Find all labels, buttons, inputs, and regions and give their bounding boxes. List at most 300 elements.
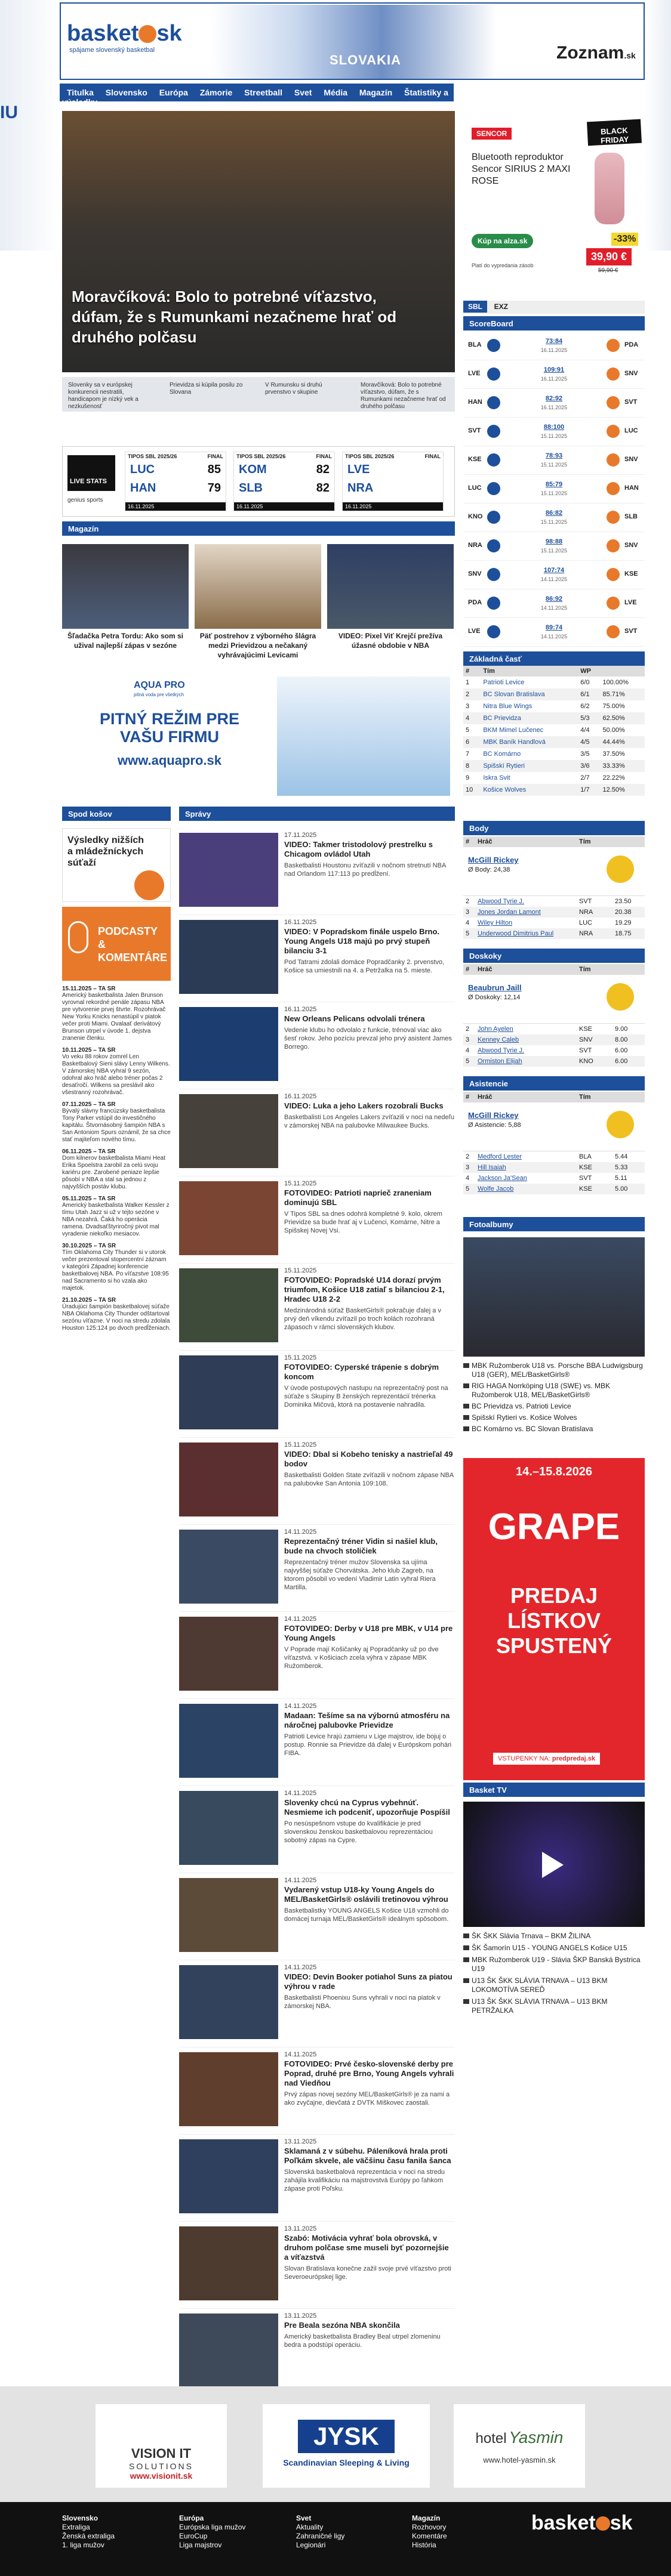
leaders-header-cell: # — [466, 1094, 470, 1101]
news-body — [284, 1703, 455, 1758]
fotoalbum-text: BC Prievidza vs. Patrioti Levice — [472, 1402, 571, 1410]
leader-cell: LUC — [579, 919, 593, 926]
standings-row[interactable] — [463, 724, 645, 736]
news-thumbnail[interactable] — [179, 1791, 278, 1865]
news-item[interactable] — [179, 2135, 455, 2222]
leader-cell: 19.29 — [615, 919, 632, 926]
team-logo-icon — [607, 396, 620, 409]
news-thumbnail[interactable] — [179, 2139, 278, 2213]
standings-cell: 7 — [466, 750, 470, 758]
team-logo-icon — [607, 539, 620, 552]
header-banner-image: SLOVAKIA — [210, 5, 497, 79]
news-item[interactable] — [179, 1612, 455, 1699]
news-item[interactable] — [179, 1089, 455, 1176]
scoreboard-row[interactable] — [463, 504, 645, 532]
site-tagline: spájame slovenský basketbal — [69, 47, 155, 54]
fotoalbum-item[interactable] — [463, 1425, 645, 1434]
hero-sub-1[interactable]: Slovenky sa v európskej konkurencii nestratili, handicapom je nízký vek a nezkušenosť — [68, 382, 138, 410]
leader-top[interactable] — [463, 847, 645, 896]
news-item[interactable] — [179, 1699, 455, 1786]
nav-item-zamorie[interactable]: Zámorie — [199, 88, 233, 97]
leader-cell[interactable]: Jackson Ja'Sean — [478, 1175, 527, 1182]
leader-cell: KSE — [579, 1185, 593, 1193]
left-background-decoration — [0, 0, 60, 251]
spod-kosov-date: 15.11.2025 – TA SR — [62, 986, 116, 992]
scoreboard-away: SNV — [624, 542, 638, 549]
standings-cell[interactable]: Košice Wolves — [483, 786, 527, 793]
sencor-ad[interactable]: SENCOR BLACK FRIDAY Bluetooth reproduktor Sencor SIRIUS 2 MAXI ROSE Kúp na alza.sk -33% 39,90 € 59,90 € Platí do vypredania zásob — [463, 113, 645, 292]
tab-sbl[interactable]: SBL — [463, 301, 487, 313]
fotoalbum-item[interactable] — [463, 1402, 645, 1411]
live-game[interactable] — [233, 452, 335, 511]
scoreboard-date: 14.11.2025 — [540, 634, 568, 640]
standings-row[interactable] — [463, 700, 645, 712]
news-item[interactable] — [179, 1960, 455, 2047]
news-excerpt: Basketbalisti Phoenixu Suns vyhrali v noci na piatok v zámorskej NBA. — [284, 1994, 441, 2010]
news-item[interactable] — [179, 1176, 455, 1264]
scoreboard-home: PDA — [468, 599, 482, 606]
news-item[interactable] — [179, 1264, 455, 1351]
spod-kosov-item[interactable] — [62, 1243, 171, 1292]
scoreboard-row[interactable] — [463, 418, 645, 446]
news-item[interactable] — [179, 2309, 455, 2396]
news-thumbnail[interactable] — [179, 1878, 278, 1952]
standings-cell[interactable]: BC Slovan Bratislava — [483, 691, 545, 698]
scoreboard-date: 14.11.2025 — [540, 605, 568, 611]
leader-cell: 8.00 — [615, 1036, 628, 1043]
leaders-header-cell: Tím — [579, 838, 591, 845]
scoreboard-score: 73:84 — [545, 338, 563, 345]
hero-sub-4[interactable]: Moravčíková: Bolo to potrebné víťazstvo, dúfam, že s Rumunkami nezačneme hrať od druhého polčasu — [361, 382, 446, 410]
leader-cell: 2 — [466, 1026, 470, 1033]
news-title[interactable]: VIDEO: Luka a jeho Lakers rozobrali Bucks — [284, 1101, 444, 1110]
leader-cell[interactable]: Abwood Tyrie J. — [478, 898, 525, 905]
standings-cell[interactable]: Nitra Blue Wings — [483, 703, 533, 710]
scoreboard-score: 86:82 — [545, 509, 563, 517]
partner-jysk[interactable]: JYSK Scandinavian Sleeping & Living — [263, 2404, 430, 2488]
news-title[interactable]: New Orleans Pelicans odvolali trénera — [284, 1014, 425, 1023]
spod-kosov-item[interactable] — [62, 1148, 171, 1191]
team-logo-icon — [487, 568, 500, 581]
promo-podcasty[interactable]: PODCASTY & KOMENTÁRE — [62, 907, 171, 981]
news-title[interactable]: FOTOVIDEO: Cyperské trápenie s dobrým koncom — [284, 1363, 439, 1381]
magazin-item-3[interactable]: VIDEO: Pixel Viť Krejčí prežíva úžasné obdobie v NBA — [338, 632, 443, 650]
camera-icon — [463, 1363, 469, 1368]
news-excerpt: Slovan Bratislava konečne zažil svoje prvé víťazstvo proti Severoeurópskej lige. — [284, 2265, 451, 2281]
basket-tv-item[interactable] — [463, 1932, 645, 1941]
partner-vision-it[interactable]: VISION IT SOLUTIONS www.visionit.sk — [96, 2404, 227, 2488]
aquapro-headline: PITNÝ REŽIM PRE VAŠU FIRMU — [99, 710, 240, 746]
news-title[interactable]: VIDEO: V Popradskom finále uspelo Brno. Young Angels U18 majú po prvý stupeň bilanciu 3-1 — [284, 927, 440, 955]
news-excerpt: V úvode postupových nastupu na reprezentačný post na súťaže s Skupiny B ženských reprezentácií trénerka Dominika Mičová, ktorá na postavenie nahradila. — [284, 1385, 448, 1409]
scoreboard-row[interactable] — [463, 618, 645, 647]
team-code: SLB — [239, 481, 263, 495]
team-logo-icon — [487, 425, 500, 438]
news-item[interactable] — [179, 1002, 455, 1089]
basket-tv-item[interactable] — [463, 1944, 645, 1953]
aquapro-ad[interactable]: AQUA PRO pitná voda pre všetkých PITNÝ REŽIM PRE VAŠU FIRMU www.aquapro.sk — [62, 674, 455, 799]
news-title[interactable]: Pre Beala sezóna NBA skončila — [284, 2321, 400, 2330]
news-thumbnail[interactable] — [179, 2226, 278, 2300]
live-game-date: 16.11.2025 — [125, 502, 226, 511]
leader-cell[interactable]: Underwood Dimitrius Paul — [478, 930, 554, 937]
leader-row[interactable] — [463, 918, 645, 928]
leader-cell[interactable]: John Ayelen — [478, 1026, 513, 1033]
scoreboard-date: 15.11.2025 — [540, 490, 568, 496]
news-excerpt: Americký basketbalista Bradley Beal utrpel zlomeninu bedra a podstúpi operáciu. — [284, 2333, 441, 2349]
spod-kosov-item[interactable] — [62, 986, 171, 1042]
leader-cell[interactable]: Wiley Hilton — [478, 919, 513, 926]
news-item[interactable] — [179, 1438, 455, 1525]
leader-row[interactable] — [463, 1034, 645, 1045]
scoreboard-date: 16.11.2025 — [540, 347, 568, 353]
news-thumbnail[interactable] — [179, 1094, 278, 1168]
news-date: 15.11.2025 — [284, 1441, 317, 1448]
video-icon — [463, 1978, 469, 1983]
news-body — [284, 919, 455, 975]
team-logo-icon — [487, 597, 500, 610]
spod-kosov-list — [62, 986, 171, 1337]
news-date: 16.11.2025 — [284, 1006, 317, 1013]
leader-row[interactable] — [463, 1045, 645, 1056]
leader-top[interactable] — [463, 1102, 645, 1151]
news-thumbnail[interactable] — [179, 1355, 278, 1429]
news-item[interactable] — [179, 2047, 455, 2135]
leader-row[interactable] — [463, 1056, 645, 1067]
leader-cell: SVT — [579, 898, 592, 905]
spod-kosov-item[interactable] — [62, 1196, 171, 1238]
scoreboard-home: LUC — [468, 484, 482, 492]
leader-cell[interactable]: Wolfe Jacob — [478, 1185, 514, 1193]
news-thumbnail[interactable] — [179, 2052, 278, 2126]
leaders-header-cell: Tím — [579, 966, 591, 973]
live-game-team-row — [234, 479, 334, 498]
scoreboard-away: SNV — [624, 456, 638, 463]
team-code: LVE — [347, 463, 370, 476]
basket-tv-item[interactable] — [463, 1956, 645, 1973]
news-item[interactable] — [179, 1525, 455, 1612]
standings-cell: 100.00% — [602, 679, 629, 686]
leader-cell[interactable]: Abwood Tyrie J. — [478, 1047, 525, 1054]
standings-cell: 6/0 — [580, 679, 590, 686]
scoreboard-date: 15.11.2025 — [540, 433, 568, 439]
news-item[interactable] — [179, 1786, 455, 1873]
news-thumbnail[interactable] — [179, 1443, 278, 1516]
promo-vysledky[interactable]: Výsledky nižších a mládežníckych súťaží — [62, 828, 171, 902]
leader-cell: NRA — [579, 930, 593, 937]
magazin-image-3[interactable] — [327, 544, 454, 629]
news-title[interactable]: Sklamaná z v súbehu. Páleníková hrala proti Poľkám skvele, ale väčšinu času fanila šanca — [284, 2146, 451, 2165]
video-icon — [463, 1933, 469, 1938]
scoreboard-row[interactable] — [463, 561, 645, 589]
news-thumbnail[interactable] — [179, 1704, 278, 1778]
news-title[interactable]: Szabó: Motivácia vyhrať bola obrovská, v druhom polčase sme museli byť pozornejšie a víťazstvá — [284, 2234, 449, 2262]
news-title[interactable]: VIDEO: Devin Booker potiahol Suns za piatou výhrou v rade — [284, 1972, 453, 1991]
leader-row[interactable] — [463, 1151, 645, 1162]
magazin-item-1[interactable]: Šľadačka Petra Tordu: Ako som si užival najlepší zápas v sezóne — [67, 632, 183, 650]
doskoky-leaders — [463, 964, 645, 1081]
zoznam-logo[interactable]: Zoznam.sk — [556, 43, 636, 63]
grape-ad[interactable]: 14.–15.8.2026 GRAPE PREDAJ LÍSTKOV SPUSTENÝ VSTUPENKY NA: predpredaj.sk — [463, 1458, 645, 1780]
nav-item-europa[interactable]: Európa — [159, 88, 188, 97]
scoreboard-score: 109:91 — [543, 366, 565, 373]
standings-cell: 44.44% — [602, 739, 625, 746]
nav-item-titulka[interactable]: Titulka — [67, 88, 94, 97]
basket-tv-item[interactable] — [463, 1997, 645, 2015]
leader-cell: BLA — [579, 1153, 592, 1160]
fotoalbum-image[interactable] — [463, 1237, 645, 1357]
news-body — [284, 1354, 455, 1409]
leader-name[interactable]: Beaubrun Jaill — [468, 983, 522, 992]
news-title[interactable]: FOTOVIDEO: Popradské U14 dorazí prvým triumfom, Košice U18 zatiaľ s bilanciou 2-1, Hradec U18 2-2 — [284, 1275, 445, 1304]
standings-cell: 62.50% — [602, 715, 625, 722]
standings-cell: 6 — [466, 739, 470, 746]
news-title[interactable]: FOTOVIDEO: Patrioti naprieč zraneniam dominujú SBL — [284, 1188, 432, 1207]
news-title[interactable]: Slovenky chcú na Cyprus vybehnúť. Nesmieme ich podceniť, upozorňuje Pospíšil — [284, 1798, 450, 1817]
team-logo-icon — [607, 453, 620, 467]
news-thumbnail[interactable] — [179, 1965, 278, 2039]
standings-cell[interactable]: MBK Baník Handlová — [483, 739, 546, 746]
magazin-item-2[interactable]: Päť postrehov z výborného šlágra medzi Prievidzou a nečakaný vyhrávajúcimi Levicami — [199, 632, 316, 659]
spod-kosov-item[interactable] — [62, 1101, 171, 1144]
live-game-league: TIPOS SBL 2025/26 — [236, 453, 286, 459]
leaders-header-cell: # — [466, 838, 470, 845]
news-thumbnail[interactable] — [179, 833, 278, 907]
news-date: 13.11.2025 — [284, 2312, 317, 2319]
news-body — [284, 1441, 455, 1488]
news-thumbnail[interactable] — [179, 1530, 278, 1604]
news-item[interactable] — [179, 2222, 455, 2309]
standings-cell[interactable]: BKM Mimel Lučenec — [483, 727, 544, 734]
news-title[interactable]: FOTOVIDEO: Derby v U18 pre MBK, v U14 pre Young Angels — [284, 1624, 453, 1642]
standings-header-cell — [601, 666, 645, 677]
footer-logo[interactable]: basket sk — [531, 2512, 633, 2534]
news-date: 15.11.2025 — [284, 1180, 317, 1187]
leader-row[interactable] — [463, 1173, 645, 1184]
news-item[interactable] — [179, 915, 455, 1002]
leader-cell: 5 — [466, 930, 470, 937]
leader-cell[interactable]: Jones Jordan Lamont — [478, 909, 541, 916]
leader-cell[interactable]: Ormiston Elijah — [478, 1058, 522, 1065]
site-logo[interactable]: basket sk — [67, 21, 182, 46]
team-score: 82 — [316, 481, 330, 495]
team-logo-icon — [607, 339, 620, 352]
standings-row[interactable] — [463, 677, 645, 688]
scoreboard-home: SVT — [468, 427, 481, 434]
partner-hotel-yasmin[interactable]: hotel Yasmin www.hotel-yasmin.sk — [454, 2404, 585, 2488]
leader-cell: 5.33 — [615, 1164, 628, 1171]
news-date: 16.11.2025 — [284, 1093, 317, 1100]
standings-cell[interactable]: BC Komárno — [483, 750, 521, 758]
news-thumbnail[interactable] — [179, 1007, 278, 1081]
nav-item-slovensko[interactable]: Slovensko — [105, 88, 147, 97]
footer-col-slovensko: Slovensko Extraliga Ženská extraliga 1. liga mužov — [62, 2514, 115, 2549]
live-game-status: FINAL — [207, 453, 223, 459]
basket-tv-image[interactable] — [463, 1802, 645, 1927]
aquapro-url: www.aquapro.sk — [117, 753, 221, 768]
spod-kosov-text: Americký basketbalista Jalen Brunson vyrovnal rekordné penále zápasu NBA pre vytvorenie prvej štvrte. Rozohrávač New Yorku Knicks nenastúpil v piatok večer proti Miami. Ovalaať derivátový Brunson utrpel v úvode 1. dejstva zranenie členku. — [62, 992, 166, 1042]
news-excerpt: V Tipos SBL sa dnes odohrá kompletné 9. kolo, okrem Prievidze sa bude hrať aj v Lučenci, Komárne, Nitre a Spišskej Novej Vsi. — [284, 1210, 442, 1234]
news-title[interactable]: FOTOVIDEO: Prvé česko-slovenské derby pre Poprad, druhé pre Brno, Young Angels vyhrali nad Viedňou — [284, 2059, 454, 2087]
news-excerpt: Vedenie klubu ho odvolalo z funkcie, trénoval viac ako šesť rokov. Jeho pozíciu prevzal jeho prvý asistent James Borrego. — [284, 1027, 452, 1051]
live-game[interactable] — [125, 452, 226, 511]
leader-cell[interactable]: Medford Lester — [478, 1153, 522, 1160]
standings-row[interactable] — [463, 688, 645, 700]
spod-kosov-item[interactable] — [62, 1047, 171, 1097]
nav-item-statistiky[interactable]: Štatistiky a výsledky — [62, 88, 448, 107]
standings-row[interactable] — [463, 772, 645, 784]
leader-cell[interactable]: Kenney Caleb — [478, 1036, 519, 1043]
scoreboard-home: LVE — [468, 628, 481, 635]
news-date: 17.11.2025 — [284, 832, 317, 839]
spod-kosov-text: Vo veku 88 rokov zomrel Len Basketbalový Sieni slávy Lenny Wilkens. V zámorskej NBA vyhral 9 sezón, odohral ako hráč alebo tréner počas 2 desaťročí. Wilkens sa preslávil ako všestranný rozohrávač. — [62, 1054, 170, 1096]
leader-stat: Ø Doskoky: 12,14 — [468, 994, 521, 1001]
news-excerpt: Basketbalisti Los Angeles Lakers zvíťazili v noci na nedeľu v zámorskej NBA na palubovke Milwaukee Bucks. — [284, 1114, 454, 1129]
news-body — [284, 1180, 455, 1235]
leader-row[interactable] — [463, 1184, 645, 1194]
fotoalbumy-header: Fotoalbumy — [463, 1217, 645, 1231]
leader-row[interactable] — [463, 1162, 645, 1173]
leader-cell: 2 — [466, 1153, 470, 1160]
scoreboard-row[interactable] — [463, 532, 645, 561]
hero-image[interactable] — [62, 111, 455, 372]
scoreboard-date: 15.11.2025 — [540, 462, 568, 468]
spod-kosov-header: Spod košov — [62, 807, 171, 821]
scoreboard-header: ScoreBoard — [463, 316, 645, 331]
leaders-header-cell: Tím — [579, 1094, 591, 1101]
magazin-image-1[interactable] — [62, 544, 189, 629]
leader-name[interactable]: McGill Rickey — [468, 855, 519, 864]
play-icon[interactable] — [542, 1852, 564, 1878]
leaders-header-cell: Hráč — [478, 966, 493, 973]
basket-tv-header: Basket TV — [463, 1783, 645, 1797]
standings-cell: 50.00% — [602, 727, 625, 734]
hero-subs — [62, 377, 455, 412]
fotoalbum-item[interactable] — [463, 1361, 645, 1379]
scoreboard-tabs — [463, 301, 645, 314]
fotoalbum-item[interactable] — [463, 1413, 645, 1422]
live-game[interactable] — [342, 452, 444, 511]
news-item[interactable] — [179, 1873, 455, 1960]
news-body — [284, 832, 455, 878]
nav-item-media[interactable]: Média — [324, 88, 348, 97]
scoreboard-date: 14.11.2025 — [540, 576, 568, 582]
nav-item-svet[interactable]: Svet — [294, 88, 312, 97]
leader-top[interactable] — [463, 975, 645, 1024]
standings-row[interactable] — [463, 784, 645, 796]
leader-cell: 3 — [466, 1164, 470, 1171]
news-title[interactable]: VIDEO: Takmer tristodolový prestrelku s Chicagom ovládol Utah — [284, 840, 433, 858]
leader-row[interactable] — [463, 1024, 645, 1034]
fotoalbum-item[interactable] — [463, 1382, 645, 1400]
speaker-image — [595, 153, 624, 224]
live-stats-box — [62, 446, 455, 517]
magazin-image-2[interactable] — [195, 544, 321, 629]
spod-kosov-date: 07.11.2025 – TA SR — [62, 1101, 116, 1108]
scoreboard-date: 15.11.2025 — [540, 519, 568, 525]
leader-name[interactable]: McGill Rickey — [468, 1111, 519, 1120]
scoreboard-row[interactable] — [463, 589, 645, 618]
standings-row[interactable] — [463, 712, 645, 724]
spod-kosov-item[interactable] — [62, 1297, 171, 1332]
news-thumbnail[interactable] — [179, 2314, 278, 2387]
news-thumbnail[interactable] — [179, 920, 278, 994]
leader-cell: 6.00 — [615, 1047, 628, 1054]
standings-row[interactable] — [463, 736, 645, 748]
spod-kosov-text: Dom kilnerov basketbalista Miami Heat Erika Spoelstra zarobil za celú svoju kariéru pre. Zarobené peniaze lepšie pôsobí v NBA a stal sa jednou z najvyšších postáv klubu. — [62, 1155, 165, 1190]
news-thumbnail[interactable] — [179, 1617, 278, 1691]
hero-sub-2[interactable]: Prievidza si kúpila posilu zo Slovana — [170, 382, 243, 396]
team-logo-icon — [607, 367, 620, 381]
footer — [0, 2502, 671, 2576]
news-body — [284, 1093, 455, 1130]
news-thumbnail[interactable] — [179, 1181, 278, 1255]
leader-row[interactable] — [463, 928, 645, 939]
footer-col-magazin: Magazín Rozhovory Komentáre História — [412, 2514, 447, 2549]
scoreboard-row[interactable] — [463, 332, 645, 360]
footer-col-svet: Svet Aktuality Zahraničné ligy Legionári — [296, 2514, 345, 2549]
leader-cell[interactable]: Hill Isaiah — [478, 1164, 506, 1171]
scoreboard-row[interactable] — [463, 389, 645, 418]
podcast-icon — [68, 921, 88, 953]
team-code: NRA — [347, 481, 374, 495]
tab-exz[interactable]: EXZ — [494, 302, 508, 311]
scoreboard-row[interactable] — [463, 475, 645, 504]
news-title[interactable]: VIDEO: Dbal si Kobeho tenisky a nastrieľal 49 bodov — [284, 1450, 453, 1468]
nav-item-streetball[interactable]: Streetball — [244, 88, 282, 97]
standings-cell: 37.50% — [602, 750, 625, 758]
standings-row[interactable] — [463, 760, 645, 772]
news-date: 14.11.2025 — [284, 1964, 317, 1971]
news-title[interactable]: Madaan: Tešíme sa na výbornú atmosféru na náročnej palubovke Prievidze — [284, 1711, 450, 1729]
standings-cell: 5/3 — [580, 715, 590, 722]
scoreboard-row[interactable] — [463, 360, 645, 389]
standings-header-cell: Tím — [483, 668, 495, 675]
camera-icon — [463, 1404, 469, 1409]
news-excerpt: Basketbalistky YOUNG ANGELS Košice U18 vzmohli do domácej turnaja MEL/BasketGirls® ideálnym spôsobom. — [284, 1907, 449, 1923]
leader-row[interactable] — [463, 896, 645, 907]
news-date: 15.11.2025 — [284, 1267, 317, 1274]
leader-cell: 23.50 — [615, 898, 632, 905]
standings-cell[interactable]: Spišskí Rytieri — [483, 762, 525, 770]
standings-header-cell: WP — [580, 668, 591, 675]
hero-title[interactable]: Moravčíková: Bolo to potrebné víťazstvo, dúfam, že s Rumunkami nezačneme hrať od druhého polčasu — [72, 288, 397, 346]
leader-row[interactable] — [463, 907, 645, 918]
news-body — [284, 2312, 455, 2349]
standings-cell[interactable]: Patrioti Levice — [483, 679, 525, 686]
standings-row[interactable] — [463, 748, 645, 760]
live-game-team-row — [343, 479, 443, 498]
header — [60, 2, 645, 80]
news-body — [284, 1616, 455, 1670]
hero-sub-3[interactable]: V Rumunsku si druhú prvenstvo v skupine — [265, 382, 322, 396]
news-item[interactable] — [179, 1351, 455, 1438]
team-logo-icon — [487, 339, 500, 352]
scoreboard-row[interactable] — [463, 446, 645, 475]
standings-cell: 6/2 — [580, 703, 590, 710]
standings-cell: 4/4 — [580, 727, 590, 734]
scoreboard-date: 15.11.2025 — [540, 548, 568, 554]
news-title[interactable]: Vydarený vstup U18-ky Young Angels do MEL/BasketGirls® oslávili tretinovou výhrou — [284, 1885, 448, 1904]
standings-cell[interactable]: BC Prievidza — [483, 715, 521, 722]
news-title[interactable]: Reprezentačný tréner Vidin si našiel klub, bude na chvoch stoličiek — [284, 1537, 438, 1555]
right-background-decoration — [645, 0, 671, 251]
standings-cell[interactable]: Iskra Svit — [483, 774, 510, 782]
news-thumbnail[interactable] — [179, 1268, 278, 1342]
basket-tv-item[interactable] — [463, 1976, 645, 1994]
nav-item-magazin[interactable]: Magazín — [359, 88, 393, 97]
news-item[interactable] — [179, 828, 455, 915]
